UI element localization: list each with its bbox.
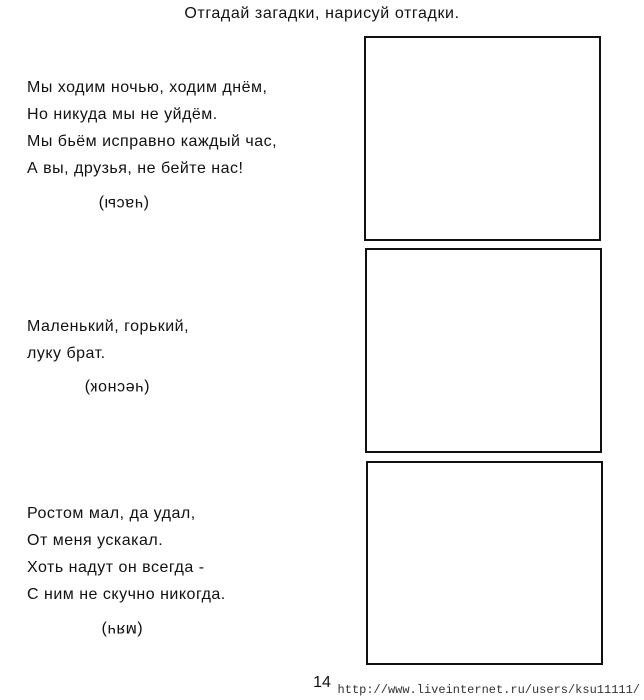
riddle-1-line-4: А вы, друзья, не бейте нас! — [27, 160, 244, 177]
riddle-2-text — [27, 313, 189, 367]
riddle-1-line-2: Но никуда мы не уйдём. — [27, 106, 218, 123]
riddle-2-line-2: луку брат. — [27, 345, 106, 362]
page-number: 14 — [313, 674, 331, 691]
riddle-2-drawing-box[interactable] — [365, 248, 602, 453]
riddle-1-answer-upside-down: (часы) — [98, 195, 149, 212]
riddle-3-line-1: Ростом мал, да удал, — [27, 505, 196, 522]
page-title: Отгадай загадки, нарисуй отгадки. — [184, 5, 460, 22]
riddle-1-line-1: Мы ходим ночью, ходим днём, — [27, 79, 268, 96]
riddle-3-drawing-box[interactable] — [366, 461, 603, 665]
riddle-3-line-3: Хоть надут он всегда - — [27, 559, 205, 576]
riddle-1-text — [27, 74, 277, 182]
riddle-3-answer-upside-down: (мяч) — [101, 621, 143, 638]
riddle-1-line-3: Мы бьём исправно каждый час, — [27, 133, 278, 150]
riddle-1-drawing-box[interactable] — [364, 36, 601, 241]
riddle-2-line-1: Маленький, горький, — [27, 318, 190, 335]
riddle-3-line-2: От меня ускакал. — [27, 532, 164, 549]
riddle-3-text — [27, 500, 226, 608]
riddle-2-answer-upside-down: (чеснок) — [84, 379, 150, 396]
riddle-3-line-4: С ним не скучно никогда. — [27, 586, 226, 603]
source-watermark: http://www.liveinternet.ru/users/ksu11111/ — [337, 683, 640, 697]
